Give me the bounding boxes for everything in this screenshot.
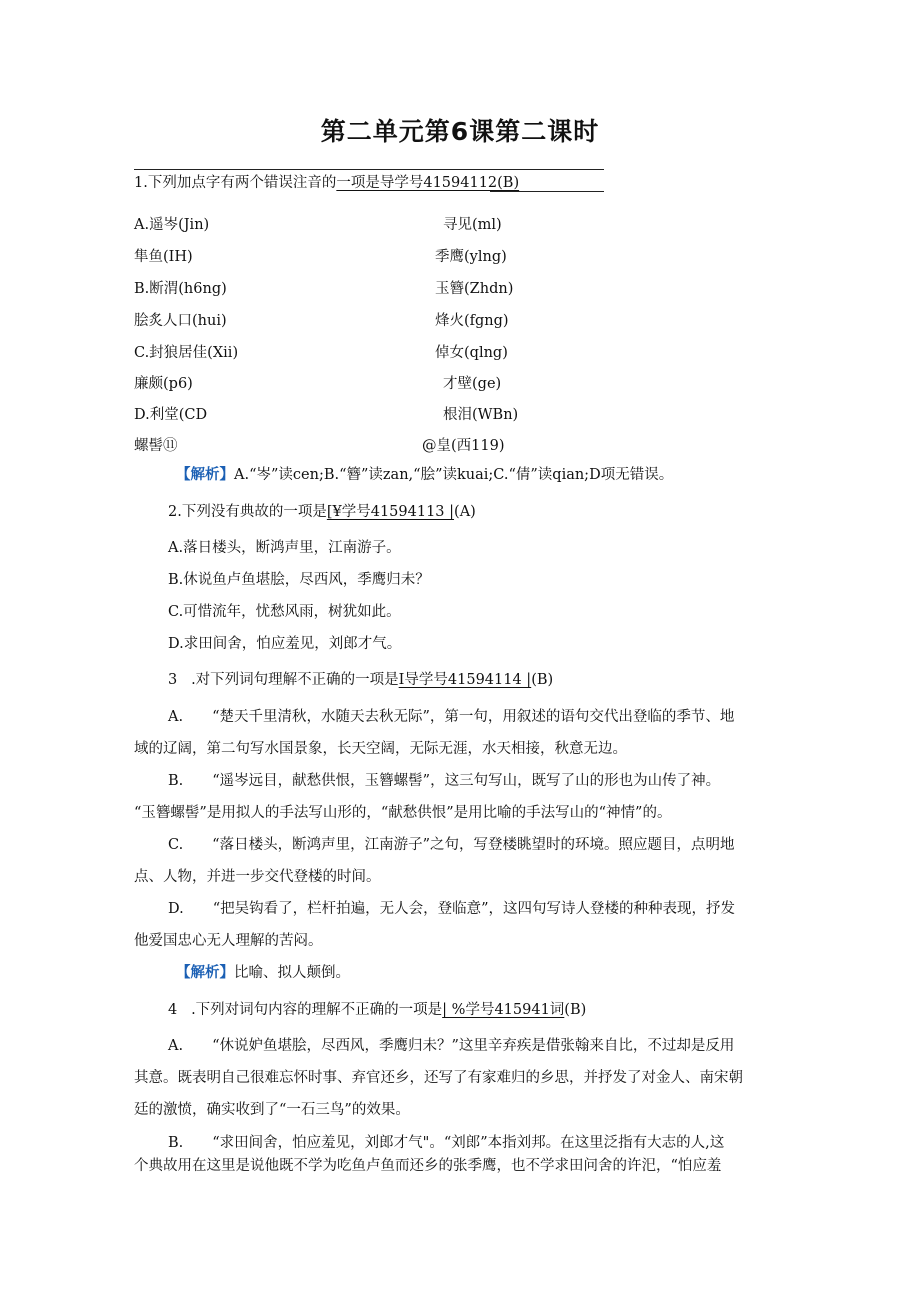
- q3-b-line1: B. “遥岑远目，献愁供恨，玉簪螺髻”，这三句写山，既写了山的形也为山传了神。: [168, 773, 721, 789]
- q4-a-line3: 廷的激愤，确实收到了“一石三鸟”的效果。: [134, 1102, 410, 1118]
- q3-d-line2: 他爱国忠心无人理解的苦闷。: [134, 933, 323, 949]
- q2-option: B.休说鱼卢鱼堪脍，尽西风，季鹰归未？: [168, 572, 430, 588]
- q1-opt-left: 脍炙人口(hui): [134, 313, 227, 329]
- q3-answer: (B): [531, 672, 554, 688]
- q2-stem-ref: [¥学号41594113 |: [326, 504, 455, 520]
- analysis-text: 比喻、拟人颠倒。: [234, 965, 350, 981]
- q4-b-line1: B. “求田间舍，怕应羞见，刘郎才气"。“刘郎”本指刘邦。在这里泛指有大志的人,这: [168, 1135, 725, 1151]
- q1-opt-left: 隼鱼(IH): [134, 249, 193, 265]
- q3-a-line2: 域的辽阔，第二句写水国景象，长天空阔，无际无涯，水天相接，秋意无边。: [134, 741, 627, 757]
- q2-answer: (A): [454, 504, 476, 520]
- q1-opt-left: C.封狼居佳(Xii): [134, 345, 239, 361]
- q1-opt-right: 烽火(fgng): [435, 313, 509, 329]
- q2-option: A.落日楼头，断鸿声里，江南游子。: [168, 540, 401, 556]
- q2-stem: [168, 502, 476, 522]
- q3-stem: [168, 670, 553, 690]
- header-rule: [134, 169, 604, 170]
- page-title: 第二单元第6课第二课时: [320, 117, 600, 146]
- q4-stem-ref: | %学号415941词: [442, 1002, 565, 1018]
- q3-c-line1: C. “落日楼头，断鸿声里，江南游子”之句，写登楼眺望时的环境。照应题目，点明地: [168, 837, 735, 853]
- q1-opt-right: 倬女(qlng): [435, 345, 508, 361]
- q3-stem-text: .对下列词句理解不正确的一项是: [191, 672, 399, 688]
- q1-opt-right: 季鹰(ylng): [435, 249, 507, 265]
- q2-stem-text: 2.下列没有典故的一项是: [168, 504, 327, 520]
- analysis-label: 【解析】: [176, 466, 234, 483]
- q1-opt-right: 根泪(WBn): [443, 407, 519, 423]
- q3-a-line1: A. “楚天千里清秋，水随天去秋无际”，第一句，用叙述的语句交代出登临的季节、地: [168, 709, 735, 725]
- q1-opt-left: 廉颇(p6): [134, 376, 193, 392]
- q3-stem-ref: I导学号41594114 |: [398, 672, 532, 688]
- analysis-text: A.“岑”读cen;B.“簪”读zan,“脍”读kuai;C.“倩”读qian;D项无错误。: [234, 467, 674, 483]
- q1-opt-left: B.断渭(h6ng): [134, 281, 227, 297]
- q1-stem-ref: 一项是导学号41594112(B): [336, 175, 520, 191]
- q1-analysis: [176, 465, 673, 485]
- q3-c-line2: 点、人物，并进一步交代登楼的时间。: [134, 869, 381, 885]
- q3-d-line1: D. “把吴钩看了，栏杆拍遍，无人会，登临意”，这四句写诗人登楼的种种表现，抒发: [168, 901, 736, 917]
- q1-opt-left: D.利堂(CD: [134, 407, 208, 423]
- q4-stem-text: .下列对词句内容的理解不正确的一项是: [191, 1002, 443, 1018]
- q1-opt-right: 才壁(ge): [443, 376, 502, 392]
- q4-stem: [168, 1000, 586, 1020]
- q1-stem-text: 1.下列加点字有两个错误注音的: [134, 175, 337, 191]
- q4-num: 4: [168, 1002, 178, 1018]
- q2-option: C.可惜流年，忧愁风雨，树犹如此。: [168, 604, 401, 620]
- q1-stem: [134, 173, 519, 193]
- q3-num: 3: [168, 672, 178, 688]
- q4-a-line1: A. “休说妒鱼堪脍，尽西风，季鹰归未？”这里辛弃疾是借张翰来自比，不过却是反用: [168, 1038, 735, 1054]
- q1-opt-right: @皇(西119): [422, 438, 505, 454]
- q1-opt-left: A.遥岑(Jin): [134, 217, 210, 233]
- q1-opt-left: 螺髻⑪: [134, 438, 178, 454]
- q4-a-line2: 其意。既表明自己很难忘怀时事、弃官还乡，还写了有家难归的乡思，并抒发了对金人、南宋朝: [134, 1070, 743, 1086]
- analysis-label: 【解析】: [176, 964, 234, 981]
- q4-answer: (B): [564, 1002, 587, 1018]
- q3-b-line2: “玉簪螺髻”是用拟人的手法写山形的，“献愁供恨”是用比喻的手法写山的“神情”的。: [134, 805, 672, 821]
- q2-option: D.求田间舍，怕应羞见，刘郎才气。: [168, 636, 402, 652]
- q1-rule: [490, 191, 604, 192]
- q1-opt-right: 寻见(ml): [443, 217, 502, 233]
- q1-opt-right: 玉簪(Zhdn): [435, 281, 514, 297]
- q3-analysis: [176, 963, 350, 983]
- q4-b-line2: 个典故用在这里是说他既不学为吃鱼卢鱼而还乡的张季鹰，也不学求田问舍的许汜，“怕应羞: [134, 1158, 722, 1174]
